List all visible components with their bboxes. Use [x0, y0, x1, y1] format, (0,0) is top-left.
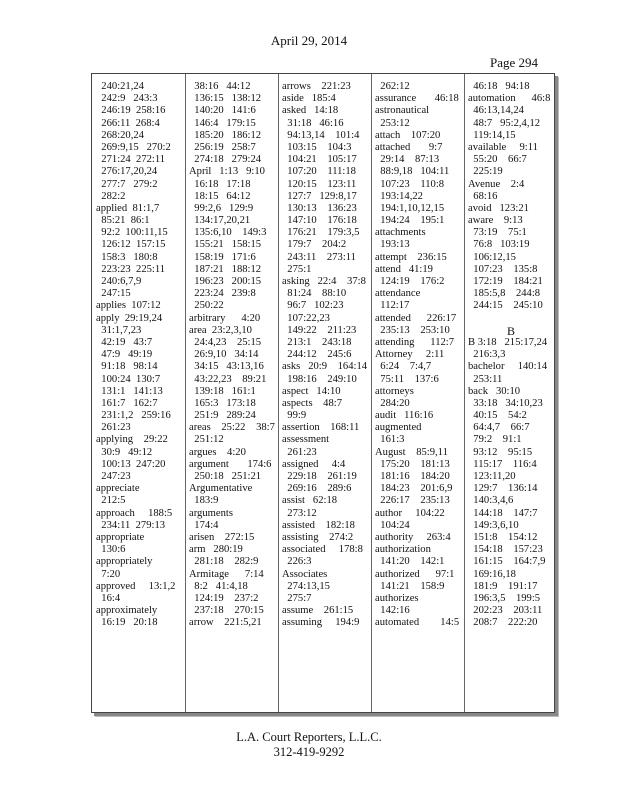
index-line: applies 107:12	[96, 300, 161, 312]
index-line: 115:17 116:4	[468, 458, 537, 470]
index-line: authorization	[375, 544, 431, 556]
index-line: 243:11 273:11	[282, 251, 356, 263]
index-line: 237:18 270:15	[189, 605, 264, 617]
index-line: 31:1,7,23	[96, 324, 142, 336]
index-line: arisen 272:15	[189, 531, 255, 543]
index-line: 256:19 258:7	[189, 141, 256, 153]
column-divider	[464, 74, 465, 712]
index-line: area 23:2,3,10	[189, 324, 252, 336]
index-line: 93:12 95:15	[468, 446, 533, 458]
index-line: assisted 182:18	[282, 519, 355, 531]
index-line: assuming 194:9	[282, 617, 360, 629]
index-line: assertion 168:11	[282, 422, 360, 434]
index-line: attorneys	[375, 385, 414, 397]
index-line: 43:22,23 89:21	[189, 373, 267, 385]
index-line: 276:17,20,24	[96, 166, 158, 178]
index-column-3	[282, 81, 370, 629]
index-line: attending 112:7	[375, 336, 455, 348]
index-line: 273:12	[282, 507, 317, 519]
index-line: 30:9 49:12	[96, 446, 153, 458]
index-line: attach 107:20	[375, 129, 441, 141]
index-line: 251:9 289:24	[189, 410, 256, 422]
index-line: 165:3 173:18	[189, 397, 256, 409]
index-line: 196:3,5 199:5	[468, 592, 541, 604]
index-line: 73:19 75:1	[468, 227, 527, 239]
index-line: 131:1 141:13	[96, 385, 163, 397]
index-line: 161:15 164:7,9	[468, 556, 546, 568]
index-line: 231:1,2 259:16	[96, 410, 171, 422]
index-line: Avenue 2:4	[468, 178, 525, 190]
index-line: 266:11 268:4	[96, 117, 160, 129]
index-line: 79:2 91:1	[468, 434, 522, 446]
index-line: 146:4 179:15	[189, 117, 256, 129]
index-line: 274:18 279:24	[189, 154, 262, 166]
index-line: 161:3	[375, 434, 405, 446]
index-line: 284:20	[375, 397, 410, 409]
index-line: available 9:11	[468, 141, 538, 153]
index-line: 134:17,20,21	[189, 215, 251, 227]
index-line: 7:20	[96, 568, 121, 580]
index-line: 181:9 191:17	[468, 580, 538, 592]
index-line: 140:3,4,6	[468, 495, 514, 507]
index-line: 119:14,15	[468, 129, 516, 141]
index-line: 225:19	[468, 166, 503, 178]
index-line: 91:18 98:14	[96, 361, 158, 373]
index-line: approved 13:1,2	[96, 580, 176, 592]
index-line: author 104:22	[375, 507, 445, 519]
index-line: 48:7 95:2,4,12	[468, 117, 541, 129]
index-line: 18:15 64:12	[189, 190, 251, 202]
index-line: bachelor 140:14	[468, 361, 548, 373]
index-line: 100:13 247:20	[96, 458, 166, 470]
index-line: 99:9	[282, 410, 307, 422]
index-line: authority 263:4	[375, 531, 451, 543]
word-index-box	[91, 73, 555, 713]
index-line: assessment	[282, 434, 330, 446]
index-line: 240:6,7,9	[96, 276, 142, 287]
index-line: 212:5	[96, 495, 126, 507]
index-line: 253:12	[375, 117, 410, 129]
index-line: asking 22:4 37:8	[282, 276, 366, 287]
index-line: arrow 221:5,21	[189, 617, 262, 629]
index-line: April 1:13 9:10	[189, 166, 265, 178]
index-line: 34:15 43:13,16	[189, 361, 264, 373]
index-line: 226:3	[282, 556, 312, 568]
index-line: 135:6,10 149:3	[189, 227, 267, 239]
index-line: 193:14,22	[375, 190, 423, 202]
index-line: approach 188:5	[96, 507, 173, 519]
index-line: Armitage 7:14	[189, 568, 264, 580]
index-line: 235:13 253:10	[375, 324, 450, 336]
index-line: 262:12	[375, 81, 410, 92]
index-line: 216:3,3	[468, 349, 506, 361]
index-line: 269:16 289:6	[282, 483, 352, 495]
footer-phone: 312-419-9292	[273, 745, 345, 759]
index-line: arbitrary 4:20	[189, 312, 261, 324]
index-line: 104:24	[375, 519, 410, 531]
index-line: 140:20 141:6	[189, 105, 256, 117]
index-line: 16:18 17:18	[189, 178, 251, 190]
index-line: assigned 4:4	[282, 458, 346, 470]
index-line: appropriate	[96, 531, 145, 543]
index-line: automation 46:8	[468, 93, 551, 105]
index-line: 198:16 249:10	[282, 373, 357, 385]
index-column-5	[468, 81, 554, 629]
index-line: 181:16 184:20	[375, 471, 450, 482]
index-line: 253:11	[468, 373, 503, 385]
index-line: 194:24 195:1	[375, 215, 445, 227]
index-line: 247:15	[96, 288, 131, 300]
column-divider	[371, 74, 372, 712]
index-line: 250:18 251:21	[189, 471, 262, 482]
index-line: 250:22	[189, 300, 224, 312]
index-line: 161:7 162:7	[96, 397, 158, 409]
index-line: 174:4	[189, 519, 219, 531]
index-line: 185:5,8 244:8	[468, 288, 541, 300]
index-line: 92:2 100:11,15	[96, 227, 168, 239]
index-line: 64:4,7 66:7	[468, 422, 530, 434]
index-line: 277:7 279:2	[96, 178, 158, 190]
index-line: astronautical	[375, 105, 430, 117]
index-line: augmented	[375, 422, 422, 434]
index-line: 242:9 243:3	[96, 93, 158, 105]
header-date: April 29, 2014	[270, 33, 348, 48]
index-line: 99:2,6 129:9	[189, 202, 254, 214]
index-line: attachments	[375, 227, 426, 239]
column-divider	[278, 74, 279, 712]
index-line: arguments	[189, 507, 233, 519]
index-line: 184:23 201:6,9	[375, 483, 453, 495]
index-line: 29:14 87:13	[375, 154, 440, 166]
column-divider	[185, 74, 186, 712]
index-line: areas 25:22 38:7	[189, 422, 275, 434]
index-line: 94:13,14 101:4	[282, 129, 360, 141]
index-line: 142:16	[375, 605, 410, 617]
index-line: aware 9:13	[468, 215, 523, 227]
index-line: 47:9 49:19	[96, 349, 153, 361]
index-line: 120:15 123:11	[282, 178, 357, 190]
index-line: 124:19 176:2	[375, 276, 445, 287]
index-line: 213:1 243:18	[282, 336, 352, 348]
index-line: 26:9,10 34:14	[189, 349, 259, 361]
index-line: 246:19 258:16	[96, 105, 166, 117]
page-number: Page 294	[489, 55, 538, 70]
index-line: 96:7 102:23	[282, 300, 344, 312]
index-line: 154:18 157:23	[468, 544, 543, 556]
index-line: 226:17 235:13	[375, 495, 450, 507]
index-line: 149:22 211:23	[282, 324, 357, 336]
index-line: attached 9:7	[375, 141, 443, 153]
index-line: 234:11 279:13	[96, 519, 166, 531]
index-line: Associates	[282, 568, 328, 580]
index-line: 85:21 86:1	[96, 215, 150, 227]
index-line: 68:16	[468, 190, 498, 202]
index-line: 24:4,23 25:15	[189, 336, 262, 348]
index-line: 127:7 129:8,17	[282, 190, 357, 202]
index-line: 183:9	[189, 495, 219, 507]
index-line: 130:13 136:23	[282, 202, 357, 214]
index-line: 158:19 171:6	[189, 251, 256, 263]
index-line: B 3:18 215:17,24	[468, 336, 548, 348]
index-line: 251:12	[189, 434, 224, 446]
index-line: 107:23 135:8	[468, 263, 538, 275]
index-line: automated 14:5	[375, 617, 460, 629]
index-line: 103:15 104:3	[282, 141, 352, 153]
index-line: applying 29:22	[96, 434, 168, 446]
index-line: 31:18 46:16	[282, 117, 344, 129]
index-line: assisting 274:2	[282, 531, 354, 543]
index-line: 16:19 20:18	[96, 617, 158, 629]
index-line: 107:20 111:18	[282, 166, 356, 178]
index-line: 194:1,10,12,15	[375, 202, 445, 214]
index-line: 271:24 272:11	[96, 154, 166, 166]
index-line: 130:6	[96, 544, 126, 556]
index-line: avoid 123:21	[468, 202, 529, 214]
index-line: 151:8 154:12	[468, 531, 538, 543]
section-letter: B	[506, 323, 515, 338]
index-line: argument 174:6	[189, 458, 272, 470]
index-line	[468, 313, 554, 325]
index-line: 141:21 158:9	[375, 580, 445, 592]
index-column-4	[375, 81, 463, 629]
index-line: authorizes	[375, 592, 419, 604]
index-line: 275:1	[282, 263, 312, 275]
index-line: 172:19 184:21	[468, 276, 543, 287]
index-line: 282:2	[96, 190, 126, 202]
index-column-2	[189, 81, 277, 629]
index-line: 88:9,18 104:11	[375, 166, 450, 178]
index-line: apply 29:19,24	[96, 312, 163, 324]
index-line: authorized 97:1	[375, 568, 455, 580]
index-line: 136:15 138:12	[189, 93, 262, 105]
index-line: attend 41:19	[375, 263, 433, 275]
index-line: August 85:9,11	[375, 446, 448, 458]
index-line: 139:18 161:1	[189, 385, 256, 397]
index-line: assume 261:15	[282, 605, 354, 617]
index-line: appreciate	[96, 483, 140, 495]
index-line: 196:23 200:15	[189, 276, 262, 287]
index-line: 261:23	[96, 422, 131, 434]
index-line: 124:19 237:2	[189, 592, 259, 604]
index-line: 46:18 94:18	[468, 81, 530, 92]
index-line: 147:10 176:18	[282, 215, 357, 227]
index-line: 123:11,20	[468, 471, 516, 482]
footer-company: L.A. Court Reporters, L.L.C.	[236, 730, 382, 744]
index-line: attendance	[375, 288, 421, 300]
index-line: Attorney 2:11	[375, 349, 445, 361]
index-line: 158:3 180:8	[96, 251, 158, 263]
index-line: 112:17	[375, 300, 410, 312]
index-line: 100:24 130:7	[96, 373, 161, 385]
index-line: 38:16 44:12	[189, 81, 251, 92]
index-line: 33:18 34:10,23	[468, 397, 543, 409]
index-line: 8:2 41:4,18	[189, 580, 248, 592]
index-line: 46:13,14,24	[468, 105, 524, 117]
index-line: 75:11 137:6	[375, 373, 439, 385]
index-line: 144:18 147:7	[468, 507, 538, 519]
index-line: 175:20 181:13	[375, 458, 450, 470]
index-line: 176:21 179:3,5	[282, 227, 360, 239]
index-line: 261:23	[282, 446, 317, 458]
index-line: 187:21 188:12	[189, 263, 262, 275]
index-line: 244:15 245:10	[468, 300, 543, 312]
index-line: aside 185:4	[282, 93, 336, 105]
index-line: Argumentative	[189, 483, 253, 495]
index-line: arrows 221:23	[282, 81, 351, 92]
index-line: 202:23 203:11	[468, 605, 543, 617]
index-line: 229:18 261:19	[282, 471, 357, 482]
index-line: 275:7	[282, 592, 312, 604]
index-line: 126:12 157:15	[96, 239, 166, 251]
index-line: assurance 46:18	[375, 93, 459, 105]
index-line: 274:13,15	[282, 580, 330, 592]
index-line: 281:18 282:9	[189, 556, 259, 568]
index-line: 208:7 222:20	[468, 617, 538, 629]
index-line: 268:20,24	[96, 129, 144, 141]
index-line: 169:16,18	[468, 568, 516, 580]
index-line: 76:8 103:19	[468, 239, 530, 251]
index-line: aspect 14:10	[282, 385, 341, 397]
index-line: 42:19 43:7	[96, 336, 153, 348]
index-line: associated 178:8	[282, 544, 363, 556]
index-line: 6:24 7:4,7	[375, 361, 432, 373]
index-line: 185:20 186:12	[189, 129, 262, 141]
index-line: 107:23 110:8	[375, 178, 445, 190]
index-line: arm 280:19	[189, 544, 243, 556]
index-line: 247:23	[96, 471, 131, 482]
index-line: 155:21 158:15	[189, 239, 262, 251]
index-line: 141:20 142:1	[375, 556, 445, 568]
index-line: 193:13	[375, 239, 410, 251]
index-line: asks 20:9 164:14	[282, 361, 368, 373]
index-line: 223:24 239:8	[189, 288, 256, 300]
index-line: 106:12,15	[468, 251, 516, 263]
index-line: 149:3,6,10	[468, 519, 519, 531]
index-line: back 30:10	[468, 385, 521, 397]
index-line: 81:24 88:10	[282, 288, 347, 300]
index-line: 269:9,15 270:2	[96, 141, 171, 153]
index-line: 40:15 54:2	[468, 410, 527, 422]
index-line: assist 62:18	[282, 495, 338, 507]
index-line: attempt 236:15	[375, 251, 447, 263]
index-line: argues 4:20	[189, 446, 246, 458]
index-line: approximately	[96, 605, 158, 617]
index-line: aspects 48:7	[282, 397, 343, 409]
index-line: attended 226:17	[375, 312, 457, 324]
index-line: 104:21 105:17	[282, 154, 357, 166]
index-line: asked 14:18	[282, 105, 339, 117]
index-line: 240:21,24	[96, 81, 144, 92]
index-line: applied 81:1,7	[96, 202, 160, 214]
index-column-1	[96, 81, 184, 629]
index-line: 16:4	[96, 592, 121, 604]
index-line: 244:12 245:6	[282, 349, 352, 361]
index-line: 223:23 225:11	[96, 263, 166, 275]
index-line: 179:7 204:2	[282, 239, 347, 251]
index-line: 55:20 66:7	[468, 154, 527, 166]
index-line: audit 116:16	[375, 410, 434, 422]
index-line: 107:22,23	[282, 312, 330, 324]
index-line: appropriately	[96, 556, 153, 568]
index-line: 129:7 136:14	[468, 483, 538, 495]
